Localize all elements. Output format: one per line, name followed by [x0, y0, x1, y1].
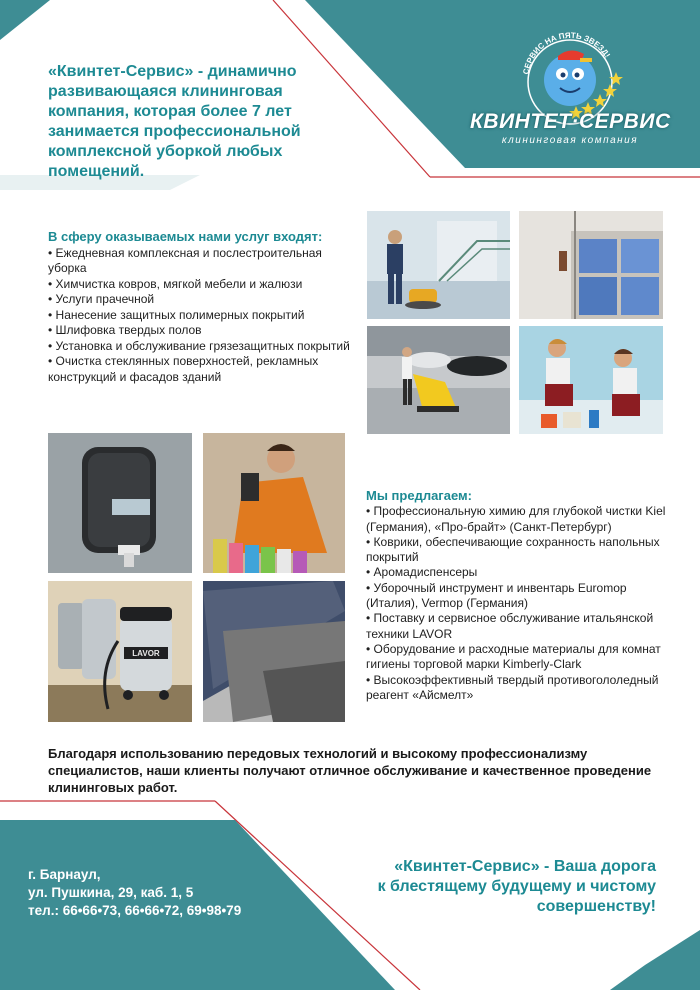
offer-list: [366, 504, 666, 703]
list-item: • Профессиональную химию для глубокой чистки Kiel (Германия), «Про-брайт» (Санкт-Петербург): [366, 504, 666, 534]
list-item: • Шлифовка твердых полов: [48, 323, 202, 337]
services-title: В сферу оказываемых нами услуг входят:: [48, 229, 323, 244]
list-item: • Услуги прачечной: [48, 292, 155, 306]
photo-vacuum-cleaners: [48, 581, 192, 722]
list-item: • Уборочный инструмент и инвентарь Euromop (Италия), Vermop (Германия): [366, 580, 627, 611]
offer-section: [366, 488, 666, 703]
list-item: • Высокоэффективный твердый противогололедный реагент «Айсмелт»: [366, 672, 659, 702]
photo-showroom-scrubber: [367, 326, 510, 434]
contact-block: [28, 866, 241, 920]
slogan-line-3: совершенству!: [536, 898, 656, 915]
services-section: [48, 229, 358, 385]
services-list: [48, 246, 358, 386]
vacuum-brand-label: LAVOR: [132, 649, 160, 658]
photo-aroma-dispenser: [48, 433, 192, 573]
photo-floor-mats: [203, 581, 345, 722]
list-item: • Коврики, обеспечивающие сохранность напольных покрытий: [366, 534, 660, 565]
contact-address: ул. Пушкина, 29, каб. 1, 5: [28, 885, 194, 900]
list-item: • Аромадиспенсеры: [366, 565, 478, 580]
intro-text: «Квинтет-Сервис» - динамично развивающаяся клининговая компания, которая более 7 лет занимается профессиональной комплексной уборкой любых помещений.: [48, 63, 301, 180]
photo-bathroom-cleaners: [519, 326, 663, 434]
logo-arc-text: СЕРВИС НА ПЯТЬ ЗВЕЗД!: [521, 30, 612, 76]
contact-phones: тел.: 66•66•73, 66•66•72, 69•98•79: [28, 903, 242, 918]
list-item: • Химчистка ковров, мягкой мебели и жалюзи: [48, 276, 303, 291]
list-item: • Оборудование и расходные материалы для комнат гигиены торговой марки Kimberly-Clark: [366, 641, 661, 672]
closing-statement: Благодаря использованию передовых технологий и высокому профессионализму специалистов, наши клиенты получают отличное обслуживание и качественное проведение клининговых работ.: [48, 746, 652, 795]
list-item: • Поставку и сервисное обслуживание итальянской техники LAVOR: [366, 611, 654, 641]
list-item: • Нанесение защитных полимерных покрытий: [48, 307, 305, 322]
top-left-corner: [0, 0, 50, 40]
offer-title: Мы предлагаем:: [366, 488, 472, 503]
slogan-line-2: к блестящему будущему и чистому: [377, 878, 656, 895]
photo-floor-cleaning: [367, 211, 510, 319]
contact-city: г. Барнаул,: [28, 867, 101, 882]
bottom-right-corner: [610, 930, 700, 990]
list-item: • Установка и обслуживание грязезащитных покрытий: [48, 338, 350, 353]
slogan-line-1: «Квинтет-Сервис» - Ваша дорога: [394, 858, 656, 875]
list-item: • Очистка стеклянных поверхностей, рекламных конструкций и фасадов зданий: [48, 354, 319, 384]
photo-facade-windows: [519, 211, 663, 319]
photo-chemical-suit: [203, 433, 345, 573]
logo-name: КВИНТЕТ·СЕРВИС: [470, 110, 671, 133]
logo-subtitle: клининговая компания: [501, 135, 639, 146]
list-item: • Ежедневная комплексная и послестроительная уборка: [48, 245, 322, 275]
company-logo: [470, 22, 670, 152]
slogan: [340, 857, 656, 917]
